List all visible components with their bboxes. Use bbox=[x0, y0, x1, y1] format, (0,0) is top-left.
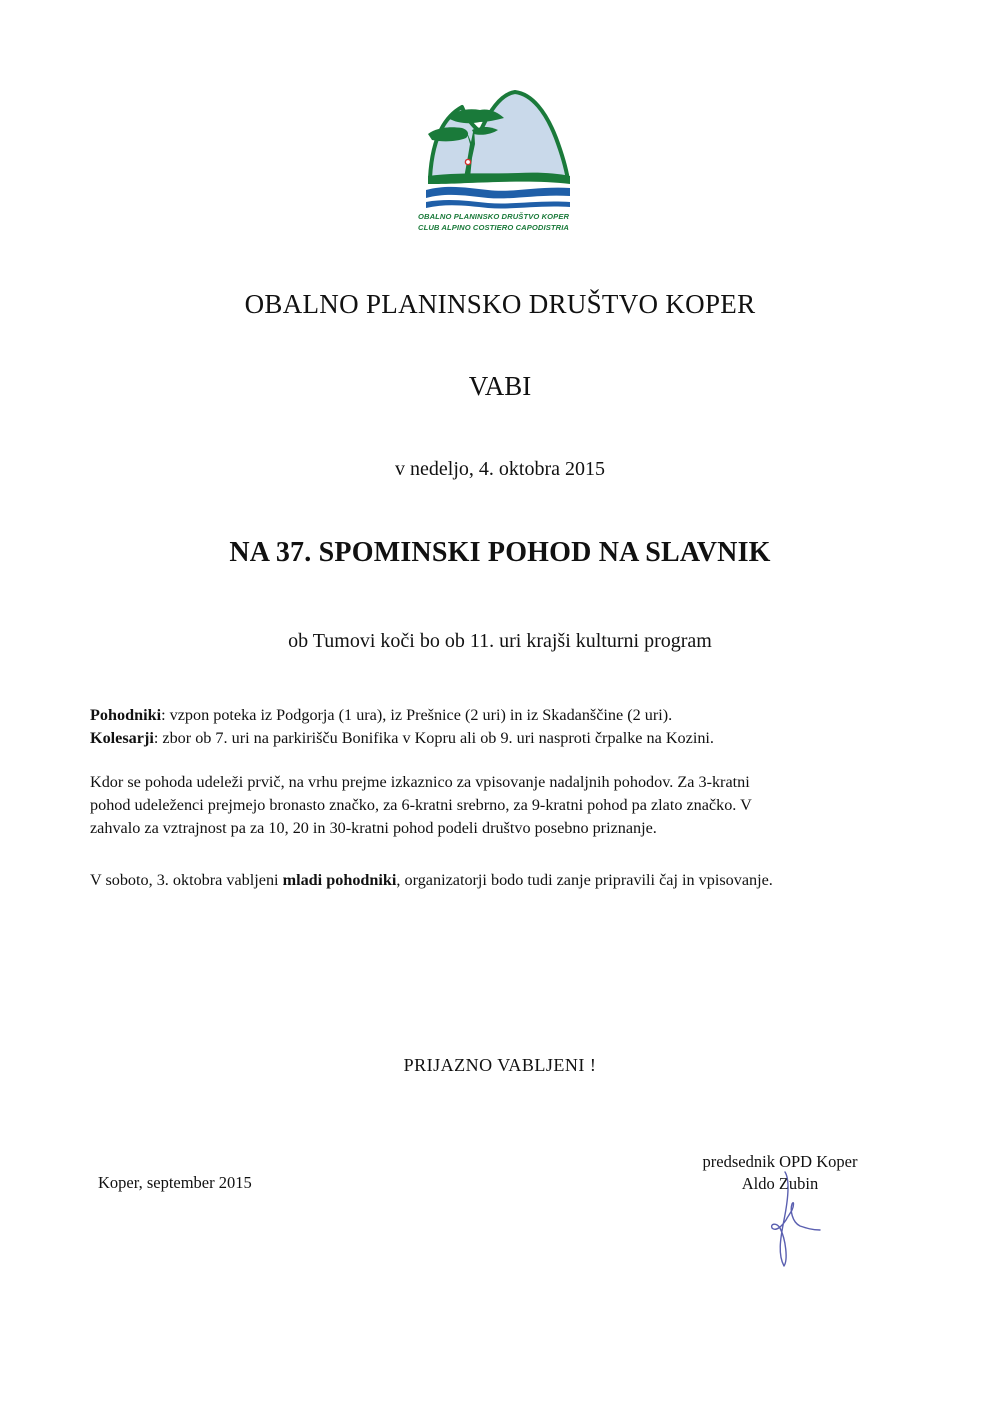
ground-strip bbox=[428, 173, 570, 184]
club-logo bbox=[418, 72, 590, 237]
event-date: v nedeljo, 4. oktobra 2015 bbox=[395, 458, 605, 480]
logo-text-line1: OBALNO PLANINSKO DRUŠTVO KOPER bbox=[418, 212, 570, 221]
awards-paragraph bbox=[90, 771, 920, 840]
trail-marker bbox=[465, 159, 470, 164]
mountain-tree-logo-icon bbox=[418, 72, 590, 212]
cyclists-label: Kolesarji bbox=[90, 729, 154, 747]
awards-line: Kdor se pohoda udeleži prvič, na vrhu prejme izkaznico za vpisovanje nadaljnih pohodov. Za 3-kratni bbox=[90, 773, 750, 791]
youth-highlight: mladi pohodniki bbox=[282, 871, 397, 889]
tree-canopy-left bbox=[428, 127, 468, 141]
awards-line: zahvalo za vztrajnost pa za 10, 20 in 30-kratni pohod podeli društvo posebno priznanje. bbox=[90, 819, 657, 837]
event-title: NA 37. SPOMINSKI POHOD NA SLAVNIK bbox=[229, 537, 771, 568]
signer-title: predsednik OPD Koper bbox=[702, 1152, 858, 1171]
invites-heading: VABI bbox=[468, 371, 532, 401]
organization-name: OBALNO PLANINSKO DRUŠTVO KOPER bbox=[244, 289, 756, 319]
handwritten-signature-icon bbox=[750, 1170, 840, 1270]
youth-prefix: V soboto, 3. oktobra vabljeni bbox=[90, 871, 283, 889]
hikers-text: : vzpon poteka iz Podgorja (1 ura), iz Prešnice (2 uri) in iz Skadanščine (2 uri). bbox=[161, 706, 673, 724]
wave-1 bbox=[426, 187, 570, 199]
cyclists-text: : zbor ob 7. uri na parkirišču Bonifika v Kopru ali ob 9. uri nasproti črpalke na Kozini. bbox=[153, 729, 714, 747]
hikers-label: Pohodniki bbox=[90, 706, 162, 724]
cyclists-line bbox=[90, 727, 920, 750]
signer-name: Aldo Zubin bbox=[741, 1174, 819, 1193]
youth-suffix: , organizatorji bodo tudi zanje pripravili čaj in vpisovanje. bbox=[396, 871, 773, 889]
closing-greeting: PRIJAZNO VABLJENI ! bbox=[403, 1055, 597, 1075]
program-note: ob Tumovi koči bo ob 11. uri krajši kulturni program bbox=[288, 630, 712, 652]
awards-line: pohod udeleženci prejmejo bronasto značko, za 6-kratni srebrno, za 9-kratni pohod pa zlato značko. V bbox=[90, 796, 752, 814]
routes-section bbox=[90, 704, 920, 750]
wave-2 bbox=[426, 200, 570, 208]
hikers-line bbox=[90, 704, 920, 727]
place-and-date: Koper, september 2015 bbox=[98, 1173, 252, 1192]
youth-paragraph bbox=[90, 869, 920, 892]
logo-text-line2: CLUB ALPINO COSTIERO CAPODISTRIA bbox=[418, 223, 569, 232]
